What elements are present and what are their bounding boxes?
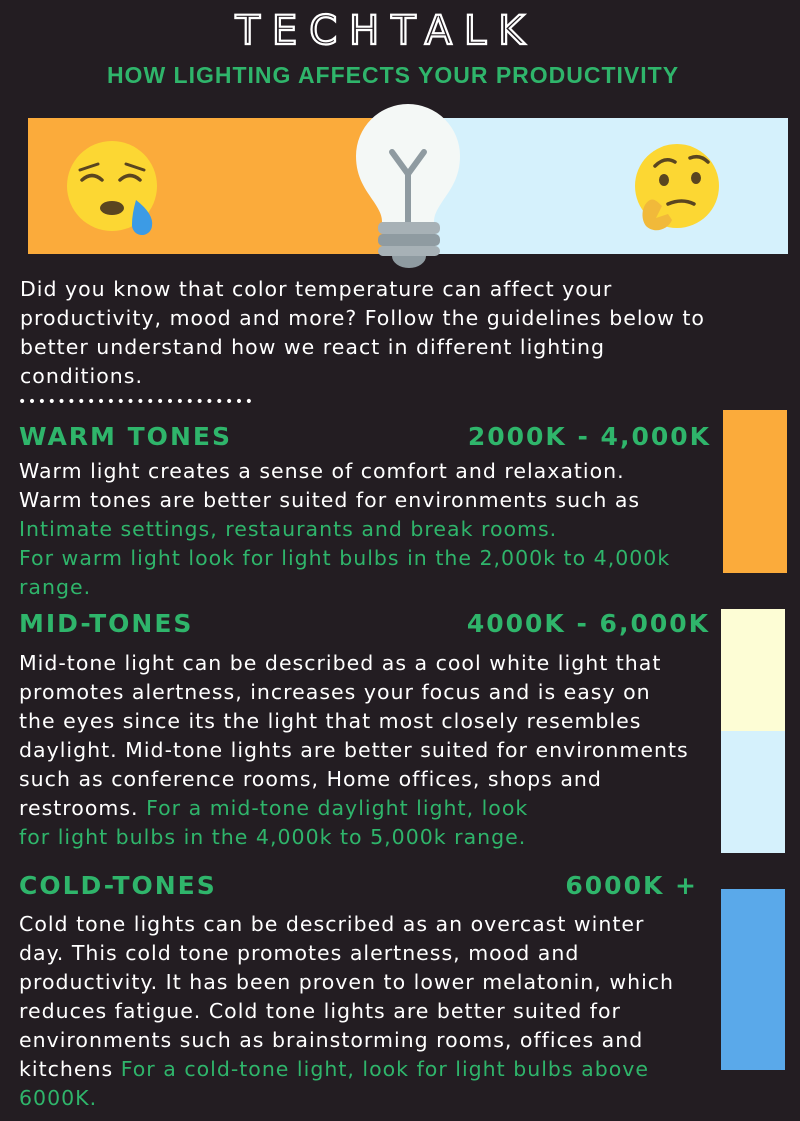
- intro-line: conditions.: [20, 364, 143, 388]
- desc-line: environments such as brainstorming rooms, offices and: [19, 1028, 644, 1052]
- desc-line: Mid-tone light can be described as a cool white light that: [19, 651, 662, 675]
- desc-highlight: For a cold-tone light, look for light bulbs above: [120, 1057, 649, 1081]
- warm-tones-swatch: [723, 410, 787, 573]
- warm-tones-description: [19, 457, 719, 602]
- cold-tones-title: COLD-TONES: [19, 871, 217, 900]
- desc-line: 6000K.: [19, 1086, 98, 1110]
- warm-tones-title: WARM TONES: [19, 422, 232, 451]
- mid-tones-description: [19, 649, 719, 852]
- mid-tones-range: 4000K - 6,000K: [466, 609, 710, 638]
- desc-line: daylight. Mid-tone lights are better suited for environments: [19, 738, 689, 762]
- cold-tones-range: 6000K +: [565, 871, 698, 900]
- desc-text: kitchens: [19, 1057, 114, 1081]
- desc-line: range.: [19, 575, 92, 599]
- desc-line: [19, 1055, 719, 1084]
- brand-title: TECHTALK: [235, 8, 537, 54]
- lightbulb-icon: [356, 104, 460, 268]
- intro-line: Did you know that color temperature can affect your: [20, 277, 613, 301]
- intro-line: better understand how we react in different lighting: [20, 335, 606, 359]
- desc-line: Intimate settings, restaurants and break rooms.: [19, 517, 558, 541]
- desc-line: such as conference rooms, Home offices, shops and: [19, 767, 602, 791]
- cold-tones-swatch: [721, 889, 785, 1070]
- page-subtitle: HOW LIGHTING AFFECTS YOUR PRODUCTIVITY: [106, 62, 680, 88]
- desc-line: productivity. It has been proven to lower melatonin, which: [19, 970, 675, 994]
- desc-highlight: For a mid-tone daylight light, look: [146, 796, 529, 820]
- desc-line: reduces fatigue. Cold tone lights are better suited for: [19, 999, 621, 1023]
- desc-line: day. This cold tone promotes alertness, mood and: [19, 941, 580, 965]
- desc-line: for light bulbs in the 4,000k to 5,000k range.: [19, 825, 527, 849]
- cold-tones-description: [19, 910, 719, 1113]
- intro-paragraph: [20, 275, 740, 391]
- warm-tones-range: 2000K - 4,000K: [467, 422, 711, 451]
- sleepy-face-icon: [67, 141, 157, 235]
- thinking-face-icon: [635, 144, 719, 230]
- desc-line: Warm tones are better suited for environments such as: [19, 488, 641, 512]
- desc-line: [19, 794, 719, 823]
- mid-tones-swatch-top: [721, 609, 785, 731]
- mid-tones-title: MID-TONES: [19, 609, 194, 638]
- desc-line: For warm light look for light bulbs in the 2,000k to 4,000k: [19, 546, 671, 570]
- dotted-divider: ••••••••••••••••••••••••: [18, 394, 255, 410]
- desc-line: the eyes since its the light that most closely resembles: [19, 709, 642, 733]
- desc-line: Cold tone lights can be described as an overcast winter: [19, 912, 645, 936]
- mid-tones-swatch-bottom: [721, 731, 785, 853]
- desc-text: restrooms.: [19, 796, 139, 820]
- intro-line: productivity, mood and more? Follow the guidelines below to: [20, 306, 705, 330]
- banner-illustration: [0, 100, 800, 275]
- desc-line: promotes alertness, increases your focus and is easy on: [19, 680, 651, 704]
- desc-line: Warm light creates a sense of comfort and relaxation.: [19, 459, 625, 483]
